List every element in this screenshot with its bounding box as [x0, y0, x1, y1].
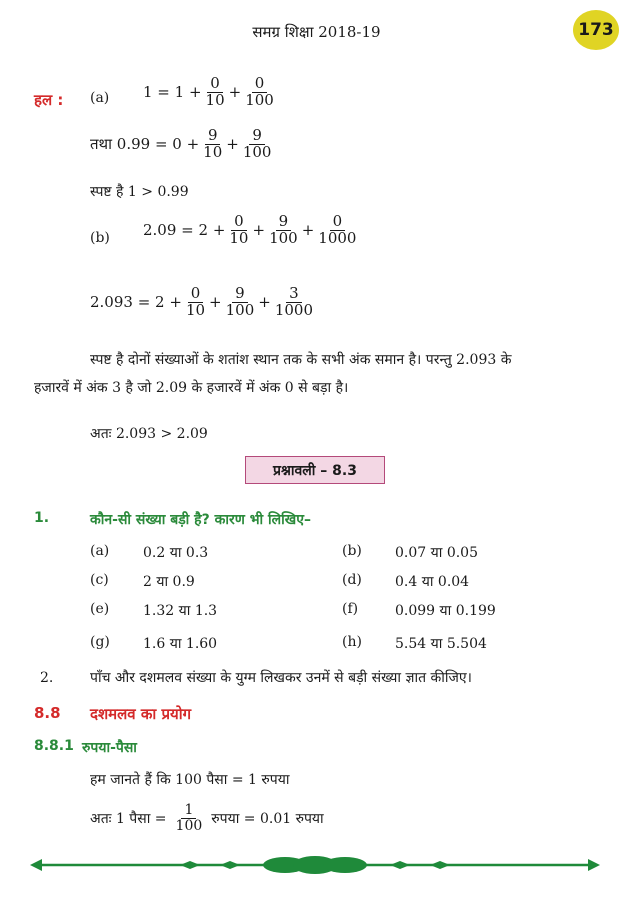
page-header: समग्र शिक्षा 2018-19 — [252, 23, 381, 41]
question-2-text: पाँच और दशमलव संख्या के युग्म लिखकर उनमें से बड़ी संख्या ज्ञात कीजिए। — [90, 670, 472, 686]
section-line-2: अतः 1 पैसा = $\frac{1}{100}$ रुपया = 0.01 रुपया — [90, 802, 324, 834]
page-number-badge: 173 — [573, 10, 619, 50]
option-label: (d) — [342, 572, 362, 588]
equation-b1: 2.09 = 2 + $\frac{0}{10}$ + $\frac{9}{100}$ + $\frac{0}{1000}$ — [143, 212, 357, 247]
section-line-1: हम जानते हैं कि 100 पैसा = 1 रुपया — [90, 772, 290, 788]
option-text: 0.2 या 0.3 — [143, 545, 209, 561]
part-a-label: (a) — [90, 90, 110, 106]
section-title: दशमलव का प्रयोग — [90, 705, 192, 723]
section-number: 8.8 — [34, 704, 61, 722]
equation-a1: 1 = 1 + $\frac{0}{10}$ + $\frac{0}{100}$ — [143, 74, 274, 109]
option-text: 0.07 या 0.05 — [395, 545, 478, 561]
equation-a2: तथा 0.99 = 0 + $\frac{9}{10}$ + $\frac{9}{100}$ — [90, 126, 272, 161]
clear-statement-a: स्पष्ट है 1 > 0.99 — [90, 184, 189, 200]
option-label: (f) — [342, 601, 359, 617]
option-label: (a) — [90, 543, 110, 559]
option-text: 2 या 0.9 — [143, 574, 195, 590]
question-1-number: 1. — [34, 510, 50, 526]
option-text: 5.54 या 5.504 — [395, 636, 487, 652]
question-1-text: कौन-सी संख्या बड़ी है? कारण भी लिखिए– — [90, 512, 311, 528]
option-label: (c) — [90, 572, 109, 588]
option-label: (h) — [342, 634, 362, 650]
option-text: 0.099 या 0.199 — [395, 603, 496, 619]
option-label: (g) — [90, 634, 110, 650]
conclusion: अतः 2.093 > 2.09 — [90, 426, 208, 442]
explanation-line-2: हजारवें में अंक 3 है जो 2.09 के हजारवें में अंक 0 से बड़ा है। — [34, 380, 349, 396]
solution-label: हल : — [34, 91, 64, 109]
subsection-number: 8.8.1 — [34, 738, 74, 754]
subsection-title: रुपया-पैसा — [82, 740, 137, 756]
equation-b2: 2.093 = 2 + $\frac{0}{10}$ + $\frac{9}{100}$ + $\frac{3}{1000}$ — [90, 284, 314, 319]
option-text: 1.6 या 1.60 — [143, 636, 218, 652]
decorative-divider — [30, 850, 600, 880]
option-text: 1.32 या 1.3 — [143, 603, 218, 619]
question-2-number: 2. — [40, 670, 54, 686]
part-b-label: (b) — [90, 230, 110, 246]
option-label: (b) — [342, 543, 362, 559]
explanation-line-1: स्पष्ट है दोनों संख्याओं के शतांश स्थान तक के सभी अंक समान है। परन्तु 2.093 के — [90, 352, 512, 368]
option-label: (e) — [90, 601, 110, 617]
option-text: 0.4 या 0.04 — [395, 574, 470, 590]
exercise-title-box: प्रश्नावली – 8.3 — [245, 456, 385, 484]
